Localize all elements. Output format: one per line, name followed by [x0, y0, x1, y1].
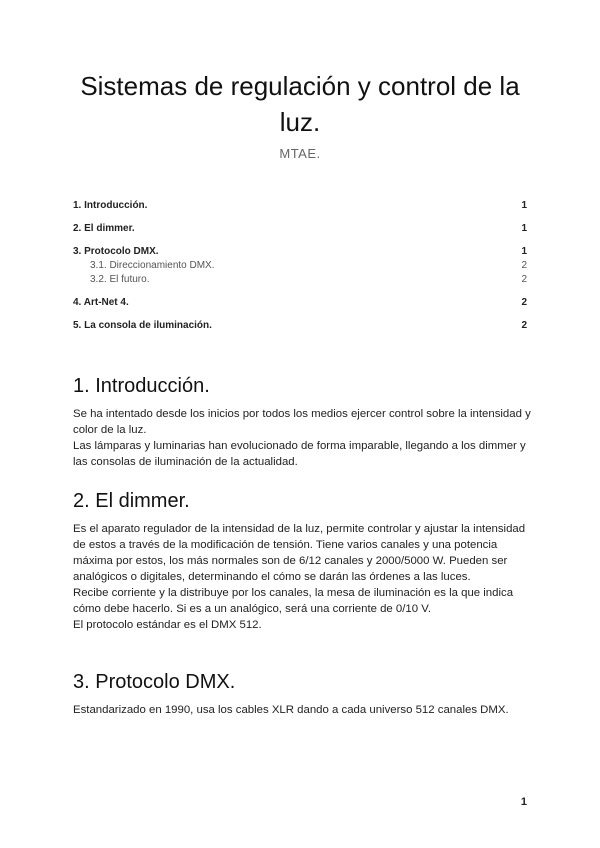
section-heading: 1. Introducción. — [73, 375, 210, 397]
section-dimmer — [73, 489, 533, 633]
section-paragraph: Las lámparas y luminarias han evolucionado de forma imparable, llegando a los dimmer y las consolas de iluminación de la actualidad. — [73, 440, 526, 468]
section-heading: 2. El dimmer. — [73, 490, 190, 512]
section-paragraph: El protocolo estándar es el DMX 512. — [73, 619, 262, 631]
toc-entry-label: 5. La consola de iluminación. — [73, 320, 212, 331]
section-paragraph: Estandarizado en 1990, usa los cables XLR dando a cada universo 512 canales DMX. — [73, 704, 509, 716]
toc-entry[interactable] — [73, 319, 527, 333]
toc-entry[interactable] — [73, 245, 527, 259]
toc-entry-label: 1. Introducción. — [73, 200, 148, 211]
section-paragraph: Se ha intentado desde los inicios por todos los medios ejercer control sobre la intensidad y color de la luz. — [73, 408, 531, 436]
document-title: Sistemas de regulación y control de la luz. — [80, 71, 520, 137]
toc-entry-page: 2 — [521, 320, 527, 331]
toc-entry-label: 4. Art-Net 4. — [73, 297, 129, 308]
toc-entry-page: 2 — [521, 274, 527, 285]
toc-entry-page: 1 — [521, 223, 527, 234]
page-number: 1 — [520, 796, 527, 808]
toc-entry[interactable] — [73, 296, 527, 310]
toc-entry[interactable] — [73, 199, 527, 213]
toc-entry-label: 2. El dimmer. — [73, 223, 135, 234]
toc-entry-page: 2 — [521, 297, 527, 308]
toc-entry-page: 2 — [521, 260, 527, 271]
table-of-contents — [73, 199, 527, 333]
section-protocolo-dmx — [73, 670, 533, 718]
document-subtitle: MTAE. — [279, 146, 321, 161]
section-paragraph: Es el aparato regulador de la intensidad de la luz, permite controlar y ajustar la intensidad de estos a través de la modificación de tensión. Tiene varios canales y una potencia máxima por estos, los más normales son de 6/12 canales y 2000/5000 W. Pueden ser analógicos o digitales, determinando el cómo se darán las órdenes a las luces. — [73, 523, 526, 583]
toc-subentry[interactable] — [73, 273, 527, 287]
toc-entry-page: 1 — [521, 200, 527, 211]
section-heading: 3. Protocolo DMX. — [73, 671, 236, 693]
section-paragraph: Recibe corriente y la distribuye por los canales, la mesa de iluminación es la que indica cómo debe hacerlo. Si es a un analógico, será una corriente de 0/10 V. — [73, 587, 514, 615]
toc-subentry[interactable] — [73, 259, 527, 273]
section-introduccion — [73, 374, 533, 470]
toc-entry-page: 1 — [521, 246, 527, 257]
toc-entry-label: 3.1. Direccionamiento DMX. — [90, 260, 215, 271]
toc-entry-label: 3. Protocolo DMX. — [73, 246, 159, 257]
toc-entry[interactable] — [73, 222, 527, 236]
toc-entry-label: 3.2. El futuro. — [90, 274, 150, 285]
